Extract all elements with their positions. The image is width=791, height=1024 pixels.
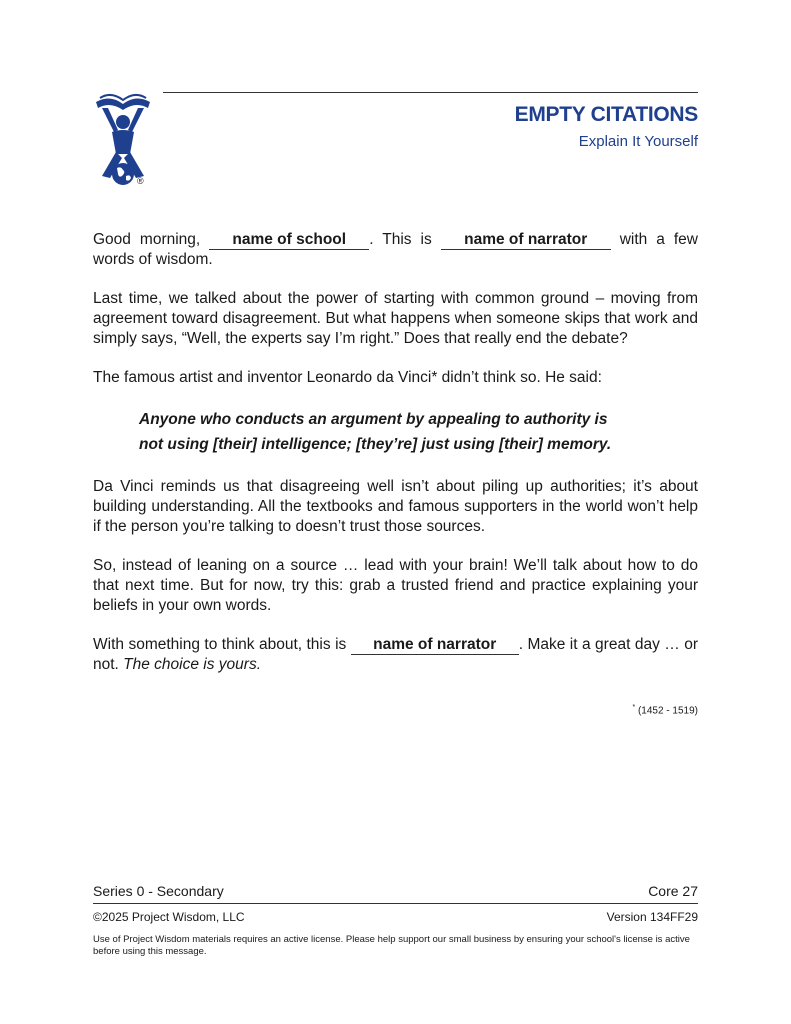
paragraph-greeting: Good morning, name of school . This is name of narrator with a few words of wisdom. [93,231,698,268]
da-vinci-quote: Anyone who conducts an argument by appealing to authority is not using [their] intelligence; [they’re] just using [their] memory. [139,411,612,453]
paragraph-da-vinci-intro: The famous artist and inventor Leonardo da Vinci* didn’t think so. He said: [93,369,602,386]
version-label: Version 134FF29 [606,910,698,924]
paragraph-lead-with-brain: So, instead of leaning on a source … lead with your brain! We’ll talk about how to do that next time. But for now, try this: grab a trusted friend and practice explaining your beliefs in your own words. [93,557,698,614]
paragraph-closing: With something to think about, this is name of narrator . Make it a great day … or not. The choice is yours. [93,636,698,673]
page-subtitle: Explain It Yourself [578,133,698,150]
core-label: Core 27 [648,883,698,899]
license-notice: Use of Project Wisdom materials requires an active license. Please help support our small business by ensuring your school's license is active before using this message. [93,934,690,957]
paragraph-reminder: Da Vinci reminds us that disagreeing well isn’t about piling up authorities; it’s about building understanding. All the textbooks and famous supporters in the world won’t help if the person you’re talking to doesn’t trust those sources. [93,478,698,535]
message-body [93,230,698,694]
header-rule [163,92,698,93]
narrator-name-blank-closing: name of narrator [351,636,519,655]
footer-rule [93,903,698,904]
registered-mark: ® [137,176,144,186]
paragraph-last-time: Last time, we talked about the power of starting with common ground – moving from agreement toward disagreement. But what happens when someone skips that work and simply says, “Well, the experts say I’m right.” Does that really end the debate? [93,290,698,347]
reader-figure-globe-logo-icon [92,92,154,192]
page-title: EMPTY CITATIONS [514,103,698,126]
school-name-blank: name of school [209,231,369,250]
narrator-name-blank: name of narrator [441,231,611,250]
choice-tagline: The choice is yours. [123,656,262,673]
footnote: * (1452 - 1519) [632,704,698,717]
footer-copyright-row [93,910,698,924]
copyright: ©2025 Project Wisdom, LLC [93,910,245,924]
series-label: Series 0 - Secondary [93,883,224,899]
footer-series-row [93,883,698,899]
